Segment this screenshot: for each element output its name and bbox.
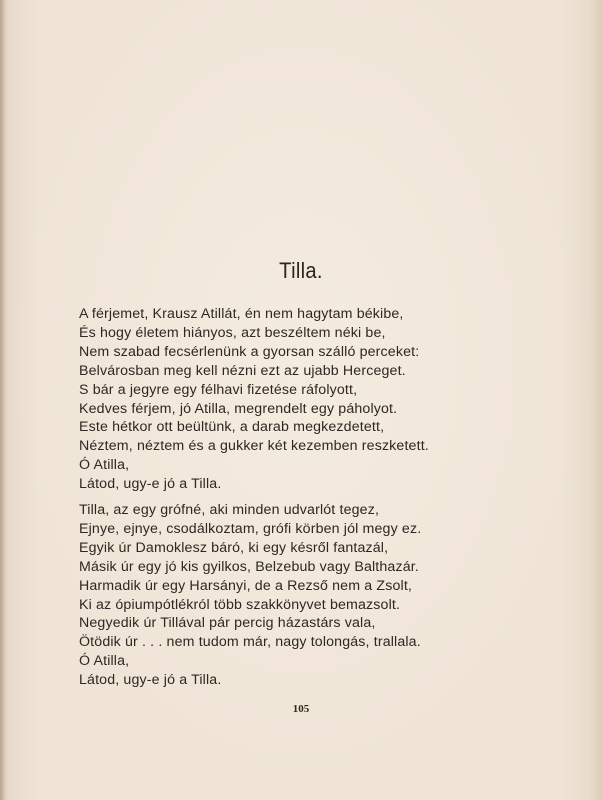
stanza-1 xyxy=(79,305,429,494)
stanza-2 xyxy=(79,501,421,690)
page-edge-shadow xyxy=(0,0,6,800)
poem-line: Ejnye, ejnye, csodálkoztam, grófi körben jól megy ez. xyxy=(79,520,422,537)
poem-line: Néztem, néztem és a gukker két kezemben reszketett. xyxy=(79,438,429,455)
poem-title: Tilla. xyxy=(279,258,323,283)
poem-line: Negyedik úr Tillával pár percig házastárs vala, xyxy=(79,615,376,632)
refrain-line: Látod, ugy-e jó a Tilla. xyxy=(79,476,222,493)
poem-line: Ötödik úr . . . nem tudom már, nagy tolongás, trallala. xyxy=(79,634,421,651)
poem-line: A férjemet, Krausz Atillát, én nem hagytam békibe, xyxy=(79,306,404,322)
poem-line: Belvárosban meg kell nézni ezt az ujabb Herceget. xyxy=(79,362,406,379)
refrain-line: Látod, ugy-e jó a Tilla. xyxy=(79,672,222,689)
poem-line: Este hétkor ott beültünk, a darab megkezdetett, xyxy=(79,419,385,436)
page-number: 105 xyxy=(292,703,310,715)
poem-line: S bár a jegyre egy félhavi fizetése ráfolyott, xyxy=(79,381,358,398)
poem-line: Egyik úr Damoklesz báró, ki egy késről fantazál, xyxy=(79,539,389,556)
poem-line: Ki az ópiumpótlékról több szakkönyvet bemazsolt. xyxy=(79,596,401,613)
poem-line: És hogy életem hiányos, azt beszéltem néki be, xyxy=(79,324,386,341)
poem-line: Harmadik úr egy Harsányi, de a Rezső nem a Zsolt, xyxy=(79,577,413,594)
poem-line: Tilla, az egy grófné, aki minden udvarlót tegez, xyxy=(79,502,380,518)
poem-line: Másik úr egy jó kis gyilkos, Belzebub vagy Balthazár. xyxy=(79,558,419,575)
poem-line: Kedves férjem, jó Atilla, megrendelt egy páholyot. xyxy=(79,400,398,417)
poem-line: Nem szabad fecsérlenünk a gyorsan szálló perceket: xyxy=(79,343,420,360)
refrain-line: Ó Atilla, xyxy=(79,457,130,474)
refrain-line: Ó Atilla, xyxy=(79,653,130,670)
